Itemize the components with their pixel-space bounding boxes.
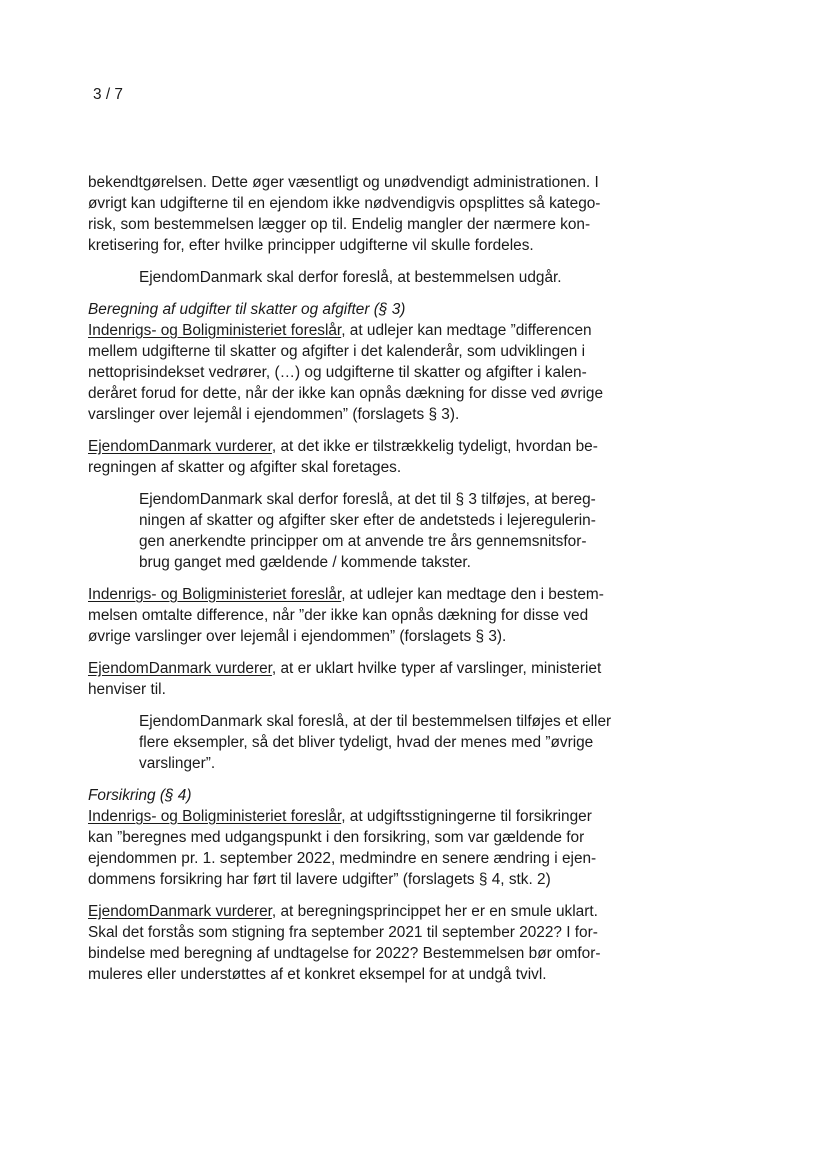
text-line: henviser til. — [88, 681, 166, 698]
paragraph-taxes-assessment — [88, 436, 678, 478]
text-line: kan ”beregnes med udgangspunkt i den forsikring, som var gældende for — [88, 829, 585, 846]
recommendation-notices — [88, 711, 678, 774]
paragraph-taxes-proposal — [88, 299, 678, 425]
text-line — [88, 436, 678, 457]
text-line — [88, 320, 678, 341]
text-line: bindelse med beregning af undtagelse for 2022? Bestemmelsen bør omfor- — [88, 945, 601, 962]
text-line: gen anerkendte principper om at anvende tre års gennemsnitsfor- — [139, 533, 587, 550]
text-line: EjendomDanmark skal derfor foreslå, at det til § 3 tilføjes, at bereg- — [139, 491, 596, 508]
text-line: øvrigt kan udgifterne til en ejendom ikke nødvendigvis opsplittes så katego- — [88, 195, 601, 212]
text-fragment: , at udlejer kan medtage ”differencen — [341, 322, 592, 339]
text-line: dommens forsikring har ført til lavere udgifter” (forslagets § 4, stk. 2) — [88, 871, 551, 888]
page-number: 3 / 7 — [93, 86, 123, 103]
text-line: melsen omtalte difference, når ”der ikke kan opnås dækning for disse ved — [88, 607, 589, 624]
text-line: mellem udgifterne til skatter og afgifter i det kalenderår, som udviklingen i — [88, 343, 586, 360]
recommendation-taxes — [88, 489, 678, 573]
ministry-reference: Indenrigs- og Boligministeriet foreslår — [88, 586, 342, 603]
text-line: kretisering for, efter hvilke principper udgifterne vil skulle fordeles. — [88, 237, 534, 254]
assessment-reference: EjendomDanmark vurderer — [88, 903, 272, 920]
text-line: risk, som bestemmelsen lægger op til. Endelig mangler der nærmere kon- — [88, 216, 591, 233]
text-line: regningen af skatter og afgifter skal foretages. — [88, 459, 402, 476]
paragraph-notices-assessment — [88, 658, 678, 700]
text-line: øvrige varslinger over lejemål i ejendommen” (forslagets § 3). — [88, 628, 507, 645]
text-line: muleres eller understøttes af et konkret eksempel for at undgå tvivl. — [88, 966, 547, 983]
text-line: EjendomDanmark skal derfor foreslå, at bestemmelsen udgår. — [139, 269, 562, 286]
text-fragment: , at det ikke er tilstrækkelig tydeligt, hvordan be- — [271, 438, 598, 455]
section-heading-insurance: Forsikring (§ 4) — [88, 787, 192, 804]
text-line: varslinger over lejemål i ejendommen” (forslagets § 3). — [88, 406, 460, 423]
text-fragment: , at udlejer kan medtage den i bestem- — [341, 586, 604, 603]
text-line — [88, 806, 678, 827]
text-line: brug ganget med gældende / kommende takster. — [139, 554, 471, 571]
text-fragment: , at beregningsprincippet her er en smule uklart. — [271, 903, 598, 920]
ministry-reference: Indenrigs- og Boligministeriet foreslår — [88, 322, 342, 339]
paragraph-insurance-assessment — [88, 901, 678, 985]
text-line: ejendommen pr. 1. september 2022, medmindre en senere ændring i ejen- — [88, 850, 597, 867]
text-fragment: , at udgiftsstigningerne til forsikringer — [341, 808, 592, 825]
ministry-reference: Indenrigs- og Boligministeriet foreslår — [88, 808, 342, 825]
text-line: bekendtgørelsen. Dette øger væsentligt og unødvendigt administrationen. I — [88, 174, 599, 191]
recommendation-remove — [88, 267, 678, 288]
text-line — [88, 658, 678, 679]
text-line — [88, 901, 678, 922]
text-line: Skal det forstås som stigning fra september 2021 til september 2022? I for- — [88, 924, 598, 941]
text-fragment: , at er uklart hvilke typer af varslinger, ministeriet — [271, 660, 602, 677]
text-line: nettoprisindekset vedrører, (…) og udgifterne til skatter og afgifter i kalen- — [88, 364, 587, 381]
paragraph-intro — [88, 172, 678, 256]
text-line — [88, 584, 678, 605]
assessment-reference: EjendomDanmark vurderer — [88, 660, 272, 677]
text-line: varslinger”. — [139, 755, 216, 772]
text-line: flere eksempler, så det bliver tydeligt, hvad der menes med ”øvrige — [139, 734, 594, 751]
assessment-reference: EjendomDanmark vurderer — [88, 438, 272, 455]
section-heading-taxes: Beregning af udgifter til skatter og afgifter (§ 3) — [88, 301, 406, 318]
text-line: ningen af skatter og afgifter sker efter de andetsteds i lejeregulerin- — [139, 512, 596, 529]
text-line: EjendomDanmark skal foreslå, at der til bestemmelsen tilføjes et eller — [139, 713, 612, 730]
paragraph-insurance-proposal — [88, 785, 678, 890]
paragraph-difference-proposal — [88, 584, 678, 647]
text-line: deråret forud for dette, når der ikke kan opnås dækning for disse ved øvrige — [88, 385, 604, 402]
document-body — [88, 172, 678, 996]
